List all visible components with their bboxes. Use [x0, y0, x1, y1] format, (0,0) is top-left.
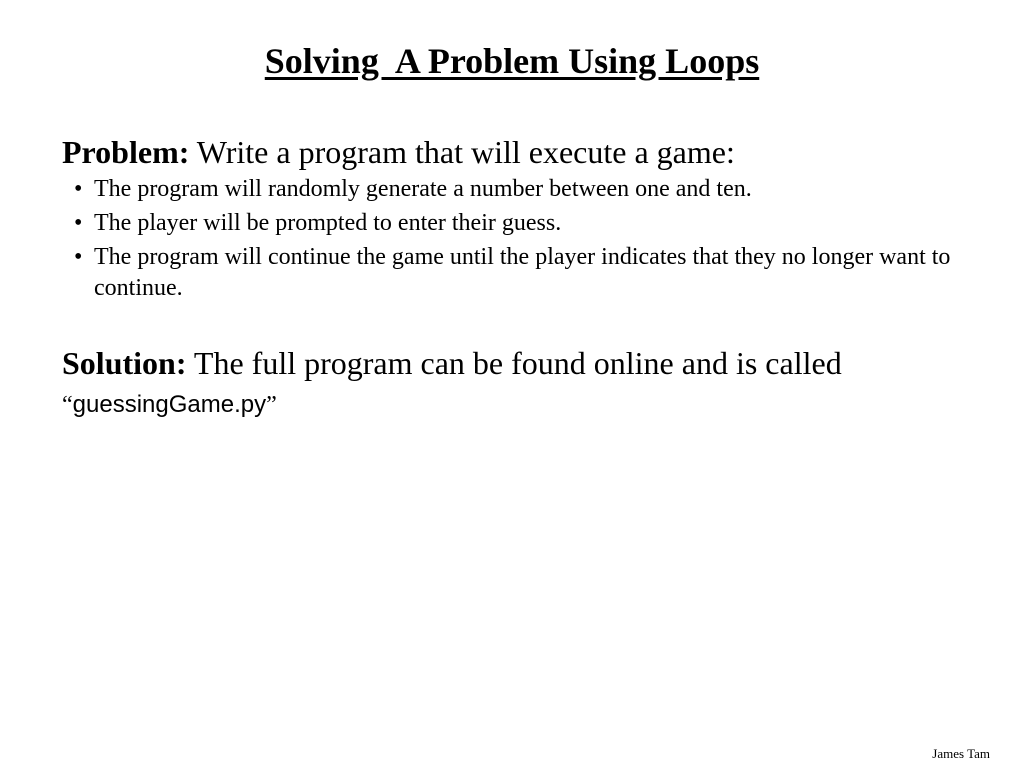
- list-item: [74, 208, 974, 239]
- problem-bullet-list: [74, 174, 974, 307]
- close-quote: ”: [266, 392, 277, 418]
- list-item: [74, 174, 974, 205]
- footer-author: James Tam: [932, 746, 990, 761]
- solution-text: The full program can be found online and is called: [186, 345, 842, 381]
- file-reference: [62, 392, 277, 418]
- bullet-icon: •: [74, 176, 83, 202]
- problem-statement: [62, 134, 735, 171]
- bullet-icon: •: [74, 244, 83, 270]
- slide-title: Solving A Problem Using Loops: [264, 41, 760, 81]
- bullet-icon: •: [74, 210, 83, 236]
- open-quote: “: [62, 392, 73, 418]
- problem-text: Write a program that will execute a game:: [189, 134, 735, 170]
- bullet-text: The program will randomly generate a number between one and ten.: [94, 176, 752, 202]
- bullet-text: The program will continue the game until the player indicates that they no longer want to continue.: [94, 244, 951, 301]
- file-name: guessingGame.py: [72, 391, 267, 418]
- solution-label: Solution:: [62, 345, 187, 381]
- solution-statement: [62, 344, 962, 424]
- list-item: [74, 242, 974, 304]
- problem-label: Problem:: [62, 134, 190, 170]
- bullet-text: The player will be prompted to enter their guess.: [94, 210, 562, 236]
